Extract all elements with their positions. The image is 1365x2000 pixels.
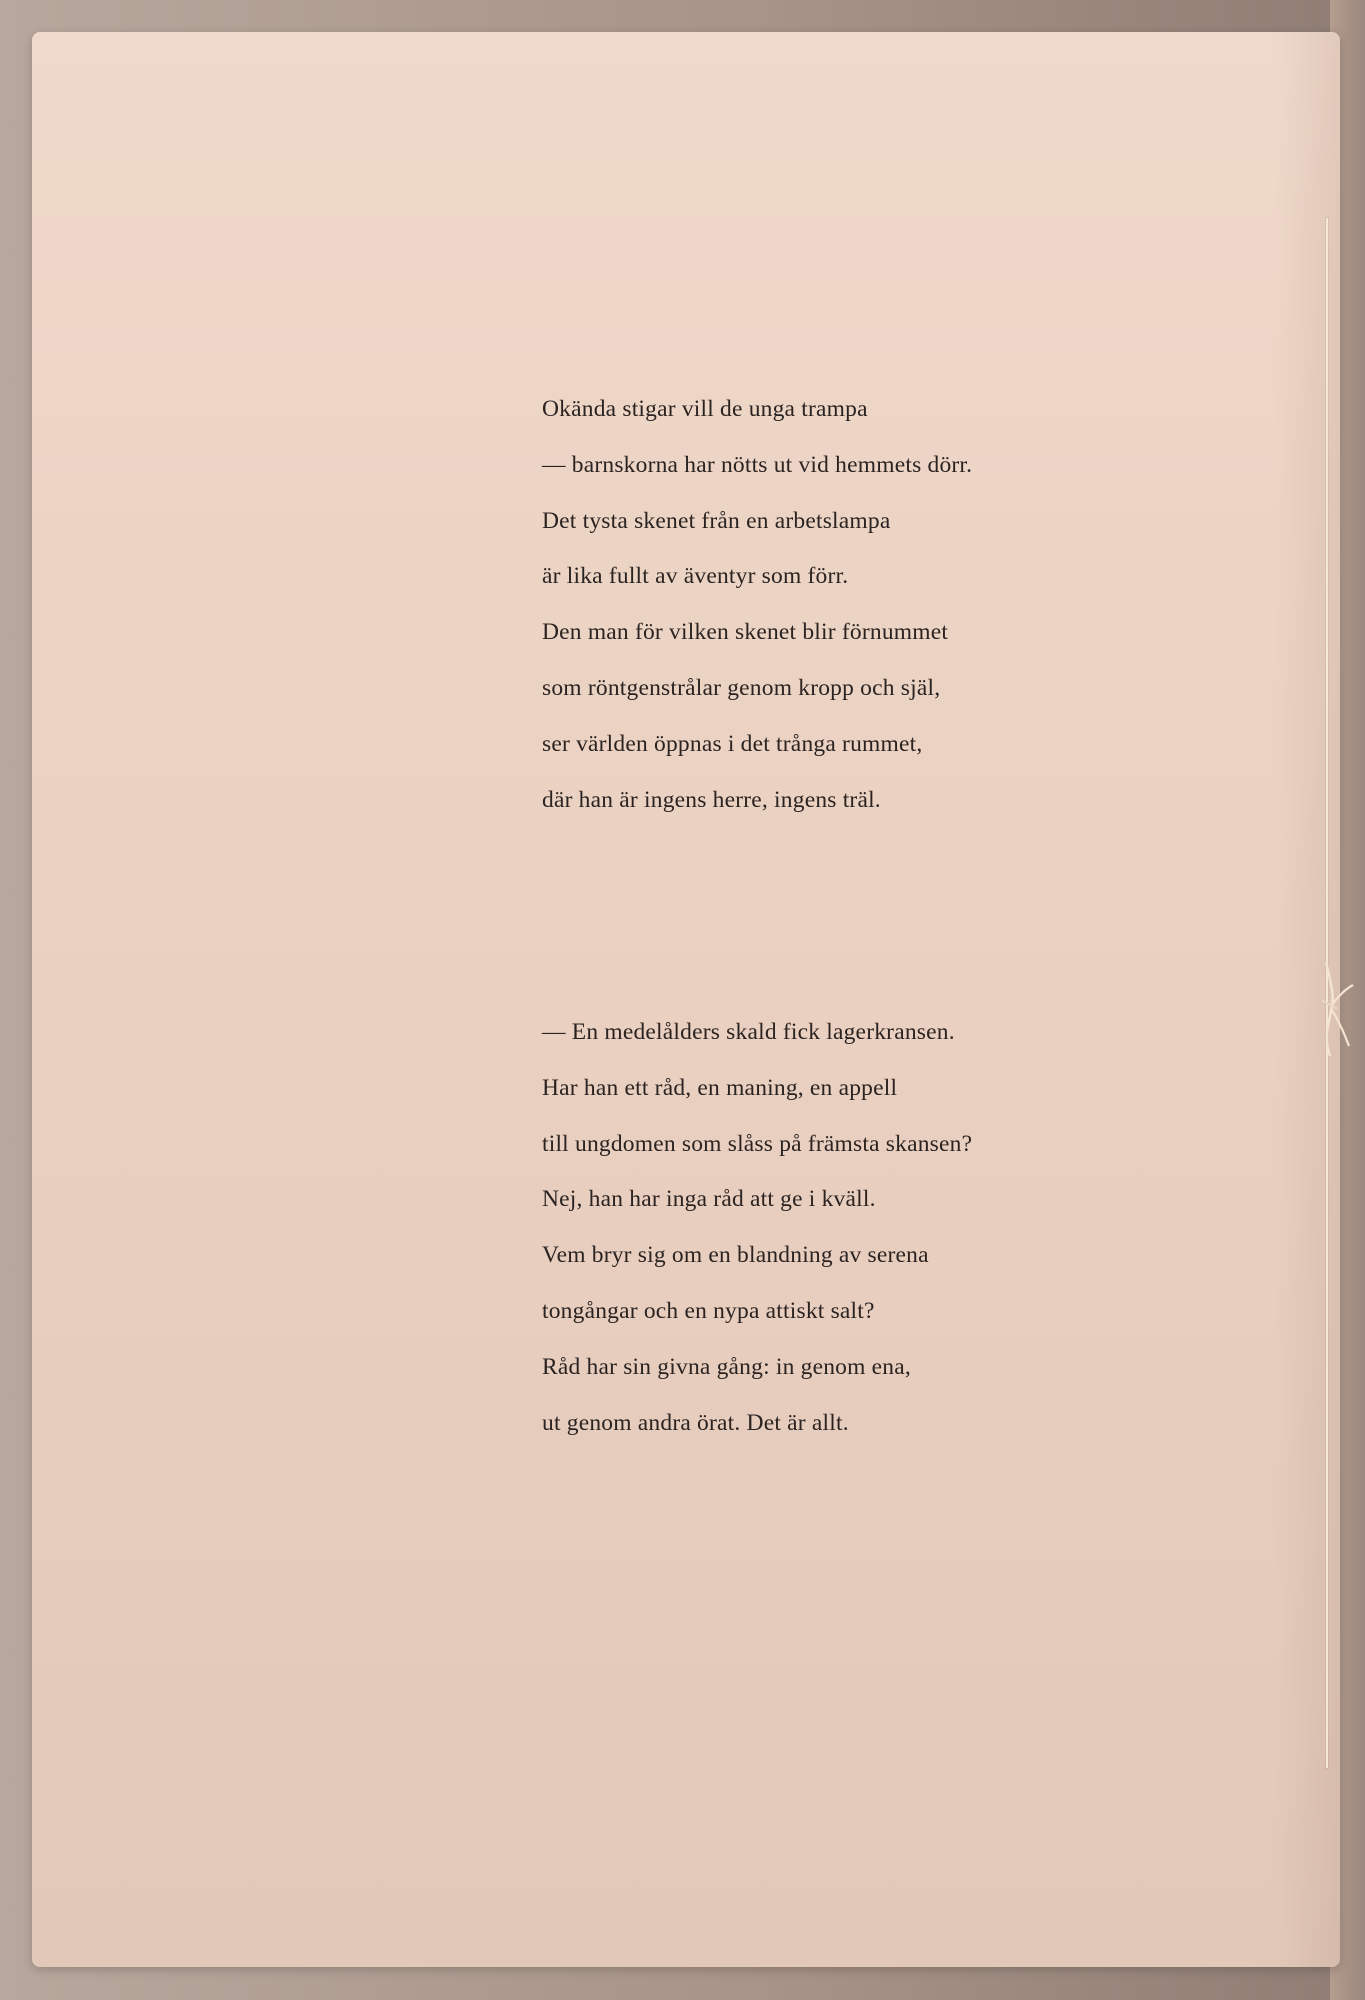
stanza-2 [542,1005,1102,1451]
thread-knot [1306,952,1356,1062]
stanza-1-line-1: Okända stigar vill de unga trampa [542,396,868,422]
stanza-1-line-6: som röntgenstrålar genom kropp och själ, [542,674,941,701]
stanza-2-line-4: Nej, han har inga råd att ge i kväll. [542,1186,876,1213]
stanza-1-line-3: Det tysta skenet från en arbetslampa [542,507,891,534]
stanza-2-line-8: ut genom andra örat. Det är allt. [542,1409,849,1436]
document-page [32,32,1340,1967]
stanza-2-line-3: till ungdomen som slåss på främsta skansen? [542,1130,973,1157]
stanza-2-line-6: tongångar och en nypa attiskt salt? [542,1297,875,1324]
stanza-2-line-2: Har han ett råd, en maning, en appell [542,1074,898,1101]
stanza-1-line-2: — barnskorna har nötts ut vid hemmets dörr. [542,451,973,478]
stanza-1-line-4: är lika fullt av äventyr som förr. [542,563,849,590]
stanza-2-line-7: Råd har sin givna gång: in genom ena, [542,1353,911,1380]
stanza-1-line-8: där han är ingens herre, ingens träl. [542,786,881,813]
stanza-1 [542,382,1102,828]
stanza-2-line-5: Vem bryr sig om en blandning av serena [542,1242,929,1269]
stanza-2-line-1: — En medelålders skald fick lagerkransen. [542,1019,955,1045]
stanza-1-line-5: Den man för vilken skenet blir förnummet [542,619,949,646]
stanza-1-line-7: ser världen öppnas i det trånga rummet, [542,730,923,757]
